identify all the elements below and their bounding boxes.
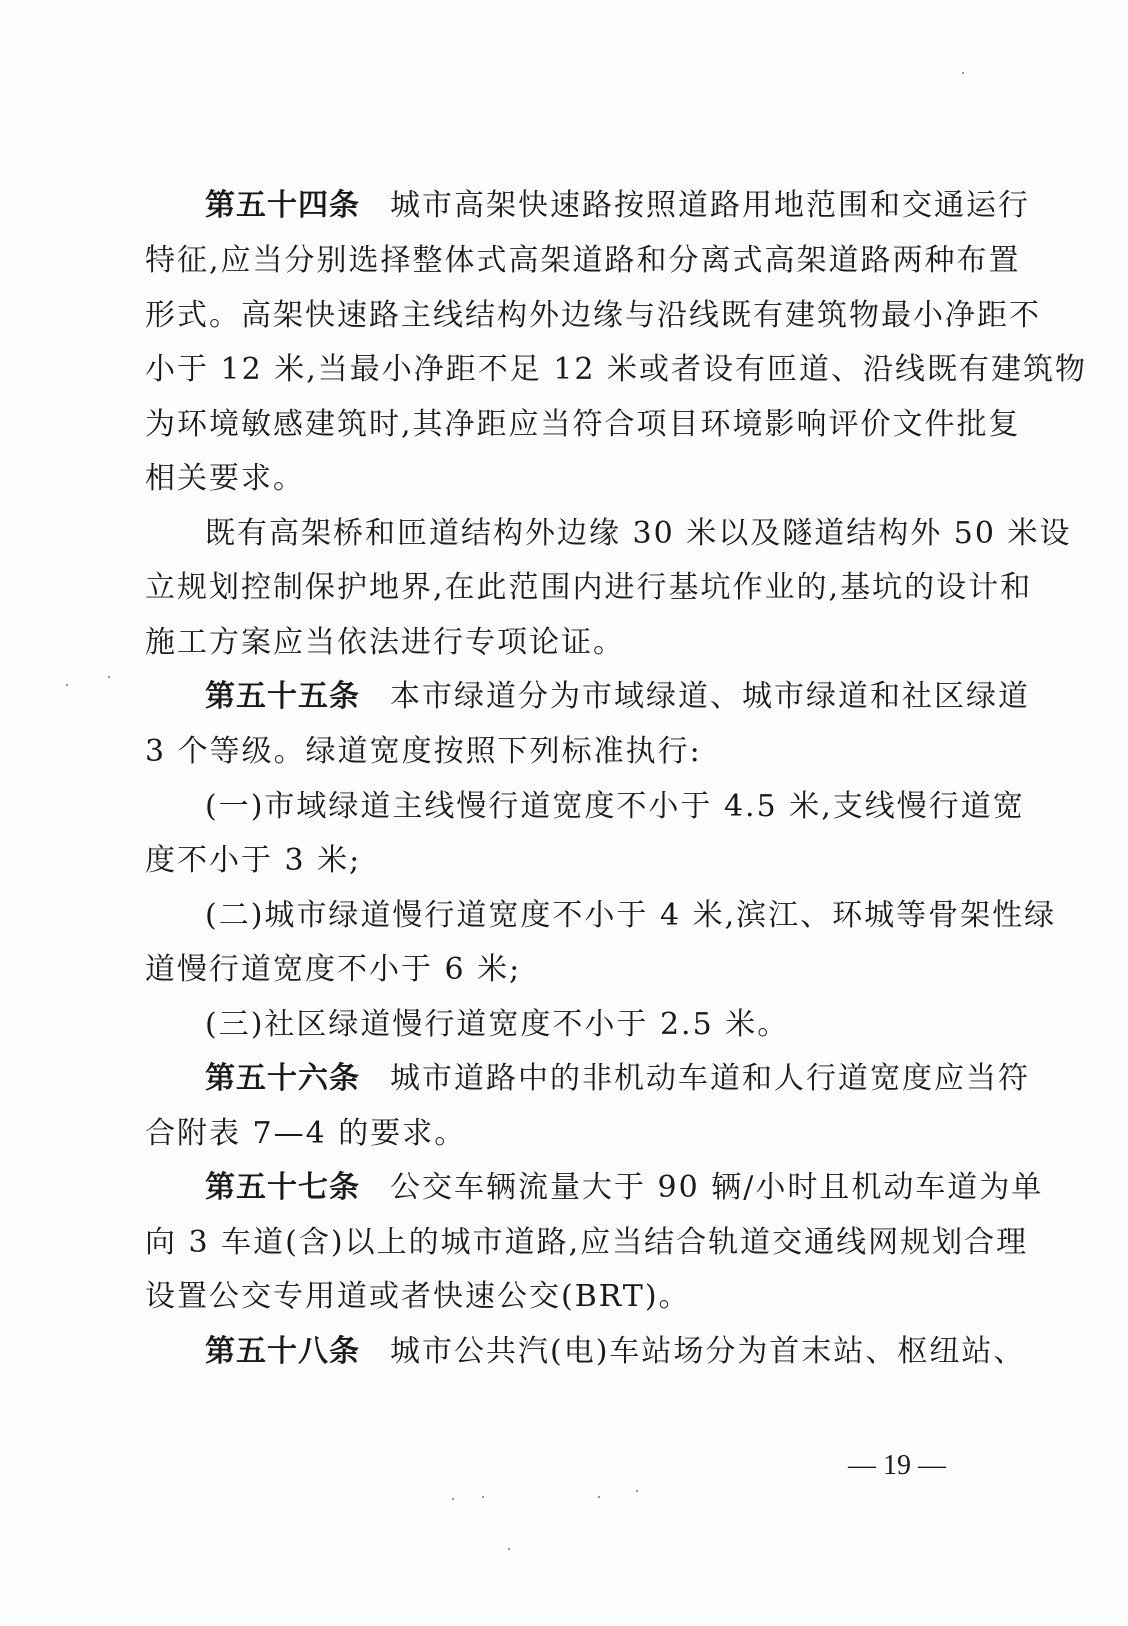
- paragraph-line: 既有高架桥和匝道结构外边缘 30 米以及隧道结构外 50 米设: [205, 516, 1072, 551]
- line-text: 城市道路中的非机动车道和人行道宽度应当符: [390, 1061, 1030, 1096]
- scan-speck: [508, 1548, 510, 1550]
- paragraph-line: 道慢行道宽度不小于 6 米;: [145, 952, 522, 987]
- paragraph-line: [205, 1168, 1044, 1208]
- paragraph-line: 小于 12 米,当最小净距不足 12 米或者设有匝道、沿线既有建筑物: [145, 352, 1088, 387]
- paragraph-line: (一)市域绿道主线慢行道宽度不小于 4.5 米,支线慢行道宽: [205, 789, 1025, 824]
- scan-speck: [636, 1490, 638, 1492]
- scan-speck: [108, 676, 110, 678]
- paragraph-line: [205, 1332, 1026, 1372]
- paragraph-line: 为环境敏感建筑时,其净距应当符合项目环境影响评价文件批复: [145, 407, 1021, 442]
- article-heading: 第五十四条: [205, 188, 360, 223]
- paragraph-line: (二)城市绿道慢行道宽度不小于 4 米,滨江、环城等骨架性绿: [205, 898, 1057, 933]
- paragraph-line: 3 个等级。绿道宽度按照下列标准执行:: [145, 734, 702, 769]
- paragraph-line: 设置公交专用道或者快速公交(BRT)。: [145, 1279, 691, 1314]
- page-number: — 19 —: [848, 1450, 946, 1481]
- paragraph-line: [205, 186, 1030, 226]
- line-text: 城市公共汽(电)车站场分为首末站、枢纽站、: [390, 1334, 1026, 1369]
- line-text: 本市绿道分为市域绿道、城市绿道和社区绿道: [390, 679, 1030, 714]
- scan-speck: [452, 1498, 454, 1500]
- scan-speck: [962, 72, 964, 74]
- article-heading: 第五十八条: [205, 1334, 360, 1369]
- scan-speck: [482, 1496, 484, 1498]
- scan-speck: [598, 1496, 600, 1498]
- article-heading: 第五十六条: [205, 1061, 360, 1096]
- paragraph-line: 向 3 车道(含)以上的城市道路,应当结合轨道交通线网规划合理: [145, 1225, 1029, 1260]
- article-heading: 第五十七条: [205, 1170, 360, 1205]
- scan-speck: [66, 684, 68, 686]
- line-text: 城市高架快速路按照道路用地范围和交通运行: [390, 188, 1030, 223]
- paragraph-line: 立规划控制保护地界,在此范围内进行基坑作业的,基坑的设计和: [145, 570, 1033, 605]
- line-text: 公交车辆流量大于 90 辆/小时且机动车道为单: [390, 1170, 1044, 1205]
- paragraph-line: (三)社区绿道慢行道宽度不小于 2.5 米。: [205, 1007, 790, 1042]
- paragraph-line: 特征,应当分别选择整体式高架道路和分离式高架道路两种布置: [145, 243, 1021, 278]
- paragraph-line: 形式。高架快速路主线结构外边缘与沿线既有建筑物最小净距不: [145, 298, 1041, 333]
- paragraph-line: 度不小于 3 米;: [145, 843, 362, 878]
- paragraph-line: [205, 1059, 1030, 1099]
- paragraph-line: 合附表 7—4 的要求。: [145, 1116, 467, 1151]
- paragraph-line: 施工方案应当依法进行专项论证。: [145, 625, 625, 660]
- article-heading: 第五十五条: [205, 679, 360, 714]
- paragraph-line: [205, 677, 1030, 717]
- paragraph-line: 相关要求。: [145, 461, 305, 496]
